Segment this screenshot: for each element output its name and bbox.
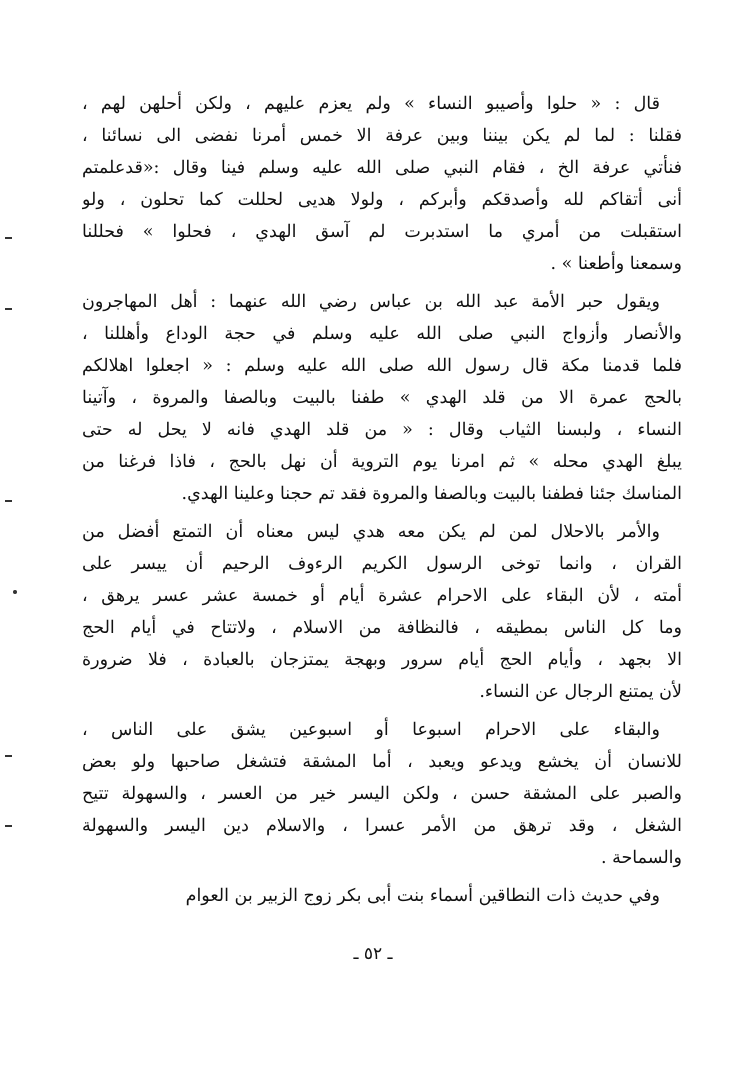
margin-mark: [5, 308, 12, 310]
text-line: فقلنا : لما لم يكن بيننا وبين عرفة الا خمس أمرنا نفضى الى نسائنا ،: [82, 126, 682, 146]
paragraph: [82, 714, 682, 874]
paragraph: [82, 286, 682, 510]
text-line: يبلغ الهدي محله » ثم امرنا يوم التروية أن نهل بالحج ، فاذا فرغنا من: [82, 452, 682, 472]
paragraph: [82, 88, 682, 280]
text-line: النساء ، ولبسنا الثياب وقال : « من قلد الهدي فانه لا يحل له حتى: [82, 420, 682, 440]
text-line: بالحج عمرة الا من قلد الهدي » طفنا بالبيت وبالصفا والمروة ، وآتينا: [82, 388, 682, 408]
text-line: وفي حديث ذات النطاقين أسماء بنت أبى بكر زوج الزبير بن العوام: [185, 886, 660, 906]
text-line: والأنصار وأزواج النبي صلى الله عليه وسلم في حجة الوداع وأهللنا ،: [82, 324, 682, 344]
text-line: الا بجهد ، وأيام الحج أيام سرور وبهجة يمتزجان بالعبادة ، فلا ضرورة: [82, 650, 682, 670]
paragraph: [82, 516, 682, 708]
text-line: والبقاء على الاحرام اسبوعا أو اسبوعين يشق على الناس ،: [82, 720, 660, 740]
text-line: لأن يمتنع الرجال عن النساء.: [479, 682, 682, 702]
text-line: أنى أتقاكم لله وأصدقكم وأبركم ، ولولا هديى لحللت كما تحلون ، ولو: [82, 190, 682, 210]
text-line: وما كل الناس بمطيقه ، فالنظافة من الاسلام ، ولاتتاح في أيام الحج: [82, 618, 682, 638]
text-line: وسمعنا وأطعنا » .: [550, 254, 682, 274]
text-line: المناسك جئنا فطفنا بالبيت وبالصفا والمروة فقد تم حجنا وعلينا الهدي.: [181, 484, 682, 504]
text-line: فلما قدمنا مكة قال رسول الله صلى الله عليه وسلم : « اجعلوا اهلالكم: [82, 356, 682, 376]
text-line: قال : « حلوا وأصيبو النساء » ولم يعزم عليهم ، ولكن أحلهن لهم ،: [82, 94, 660, 114]
body-text: [82, 88, 682, 918]
text-line: والصبر على المشقة حسن ، ولكن اليسر خير من العسر ، والسهولة تتيح: [82, 784, 682, 804]
text-line: والأمر بالاحلال لمن لم يكن معه هدي ليس معناه أن التمتع أفضل من: [82, 522, 660, 542]
paragraph: [82, 880, 682, 912]
margin-dot: [13, 590, 17, 594]
text-line: أمته ، لأن البقاء على الاحرام عشرة أيام أو خمسة عشر عسر يرهق ،: [82, 586, 682, 606]
text-line: استقبلت من أمري ما استدبرت لم آسق الهدي ، فحلوا » فحللنا: [82, 222, 682, 242]
text-line: والسماحة .: [600, 848, 682, 868]
margin-mark: [5, 755, 12, 757]
text-line: القران ، وانما توخى الرسول الكريم الرءوف الرحيم أن ييسر على: [82, 554, 682, 574]
text-line: ويقول حبر الأمة عبد الله بن عباس رضي الله عنهما : أهل المهاجرون: [82, 292, 660, 312]
margin-mark: [5, 237, 12, 239]
text-line: للانسان أن يخشع ويدعو ويعبد ، أما المشقة فتشغل صاحبها ولو بعض: [82, 752, 682, 772]
text-line: فنأتي عرفة الخ ، فقام النبي صلى الله عليه وسلم فينا وقال :«قدعلمتم: [82, 158, 682, 178]
margin-mark: [5, 825, 12, 827]
text-line: الشغل ، وقد ترهق من الأمر عسرا ، والاسلام دين اليسر والسهولة: [82, 816, 682, 836]
page-number: ـ ٥٢ ـ: [353, 944, 393, 964]
margin-mark: [5, 500, 12, 502]
